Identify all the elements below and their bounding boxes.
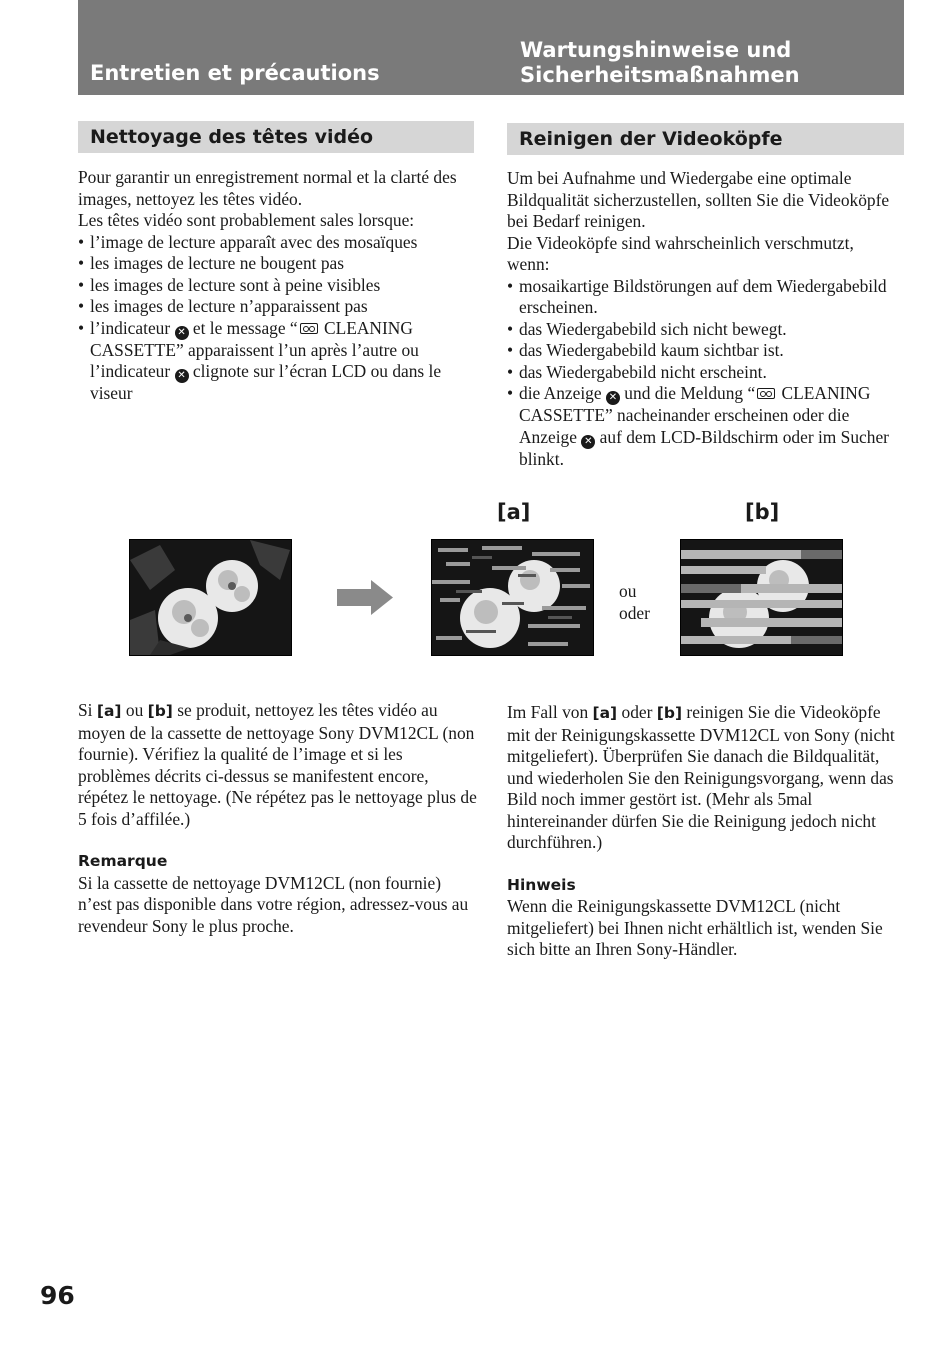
ref-label-b: [b] xyxy=(147,702,173,720)
instruction-text: oder xyxy=(621,702,653,722)
de-intro-block xyxy=(507,168,899,470)
fr-intro: Pour garantir un enregistrement normal et la clarté des images, nettoyez les têtes vidéo. xyxy=(78,167,457,209)
list-item: • les images de lecture ne bougent pas xyxy=(78,253,478,275)
bullet-text: und die Meldung “ xyxy=(624,383,756,403)
bullet-text: die Anzeige xyxy=(519,383,602,403)
fr-intro-block xyxy=(78,167,478,405)
cassette-icon xyxy=(300,323,318,334)
chapter-title-fr: Entretien et précautions xyxy=(90,61,380,85)
warning-x-icon: ✕ xyxy=(581,435,595,449)
bullet-text: et le message “ xyxy=(192,317,298,338)
figure-label-b: [b] xyxy=(745,500,780,524)
instruction-text: Si xyxy=(78,700,93,720)
ref-label-b: [b] xyxy=(656,704,683,722)
list-item xyxy=(507,383,899,470)
warning-x-icon: ✕ xyxy=(175,369,189,383)
band-distortion-image xyxy=(680,539,843,656)
list-item: • l’image de lecture apparaît avec des mosaïques xyxy=(78,232,478,254)
de-instructions xyxy=(507,702,899,854)
de-intro2: Die Videoköpfe sind wahrscheinlich verschmutzt, wenn: xyxy=(507,232,854,274)
instruction-text: se produit, nettoyez les têtes vidéo au moyen de la cassette de nettoyage Sony DVM12CL (non fournie). Vérifiez la qualité de l’image et si les problèmes décrits ci-dessus se manifestent encore, répétez le nettoyage. (Ne répétez pas le nettoyage plus de 5 fois d’affilée.) xyxy=(78,700,477,829)
mosaic-distortion-image xyxy=(431,539,594,656)
chapter-header xyxy=(78,0,904,95)
de-note-text: Wenn die Reinigungskassette DVM12CL (nicht mitgeliefert) bei Ihnen nicht erhältlich ist, wenden Sie sich bitte an Ihren Sony-Händler. xyxy=(507,896,883,959)
list-item: • les images de lecture sont à peine visibles xyxy=(78,275,478,297)
list-item: • das Wiedergabebild sich nicht bewegt. xyxy=(507,319,899,341)
de-intro: Um bei Aufnahme und Wiedergabe eine optimale Bildqualität sicherzustellen, sollten Sie die Videoköpfe bei Bedarf reinigen. xyxy=(507,168,890,231)
fr-intro2: Les têtes vidéo sont probablement sales lorsque: xyxy=(78,210,415,230)
bullet-text: auf dem LCD-Bildschirm oder im Sucher blinkt. xyxy=(519,426,889,469)
warning-x-icon: ✕ xyxy=(606,391,620,405)
normal-picture-image xyxy=(129,539,292,656)
instruction-text: ou xyxy=(125,700,144,720)
de-symptom-list xyxy=(507,276,899,471)
fr-symptom-list xyxy=(78,232,478,405)
list-item xyxy=(78,318,478,405)
list-item: • das Wiedergabebild kaum sichtbar ist. xyxy=(507,340,899,362)
figure-label-a: [a] xyxy=(497,500,531,524)
section-title-fr: Nettoyage des têtes vidéo xyxy=(78,121,474,153)
instruction-text: reinigen Sie die Videoköpfe mit der Reinigungskassette DVM12CL von Sony (nicht mitgeliefert). Überprüfen Sie danach die Bildqualität, und wiederholen Sie den Reinigungsvorgang, wenn das Bild noch immer gestört ist. (Mehr als 5mal hintereinander dürfen Sie die Reinigung jedoch nicht durchführen.) xyxy=(507,702,895,852)
ref-label-a: [a] xyxy=(592,704,618,722)
chapter-title-de-line2: Sicherheitsmaßnahmen xyxy=(520,63,800,87)
list-item: • das Wiedergabebild nicht erscheint. xyxy=(507,362,899,384)
list-item: • mosaikartige Bildstörungen auf dem Wiedergabebild erscheinen. xyxy=(507,276,899,319)
cassette-icon xyxy=(757,388,775,399)
fr-instructions-block xyxy=(78,700,478,937)
or-label-fr: ou xyxy=(619,581,637,601)
or-label-de: oder xyxy=(619,602,650,623)
bullet-text: CLEANING CASSETTE” apparaissent l’un après l’autre ou l’indicateur xyxy=(90,317,419,381)
list-item: • les images de lecture n’apparaissent pas xyxy=(78,296,478,318)
bullet-text: l’indicateur xyxy=(90,317,171,338)
right-arrow-icon xyxy=(337,580,394,615)
de-note-title: Hinweis xyxy=(507,875,576,894)
fr-note-title: Remarque xyxy=(78,852,168,870)
chapter-title-de xyxy=(520,38,800,88)
page-number: 96 xyxy=(40,1281,75,1310)
de-instructions-block xyxy=(507,702,899,961)
warning-x-icon: ✕ xyxy=(175,326,189,340)
chapter-title-de-line1: Wartungshinweise und xyxy=(520,38,792,62)
fr-note-text: Si la cassette de nettoyage DVM12CL (non fournie) n’est pas disponible dans votre région, adressez-vous au revendeur Sony le plus proche. xyxy=(78,872,469,936)
instruction-text: Im Fall von xyxy=(507,702,589,722)
or-label xyxy=(619,581,650,624)
fr-instructions xyxy=(78,700,478,830)
bullet-text: CLEANING CASSETTE” nacheinander erscheinen oder die Anzeige xyxy=(519,383,871,447)
bullet-text: clignote sur l’écran LCD ou dans le viseur xyxy=(90,361,442,403)
section-title-de: Reinigen der Videoköpfe xyxy=(507,123,904,155)
ref-label-a: [a] xyxy=(96,702,122,720)
